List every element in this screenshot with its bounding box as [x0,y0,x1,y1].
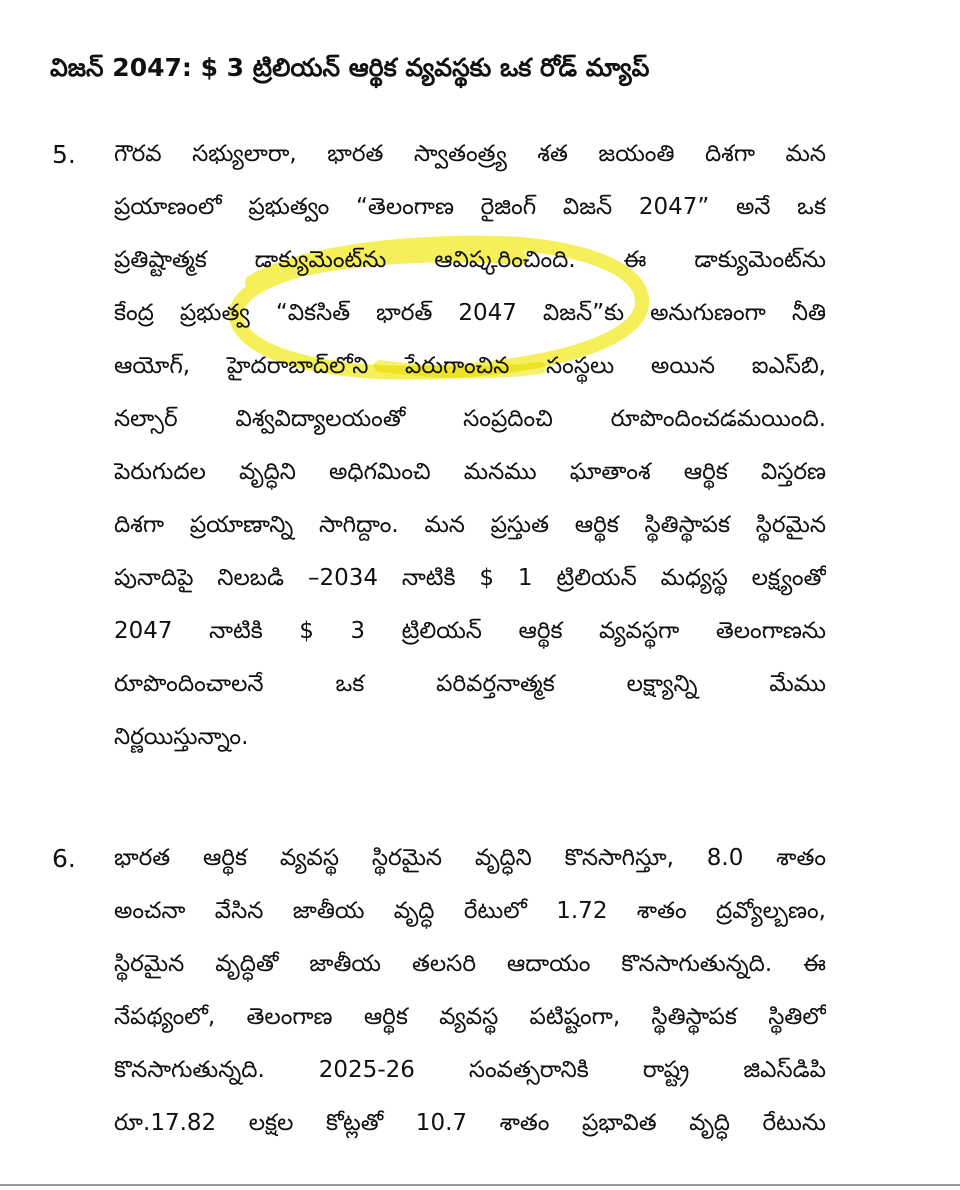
paragraph-line: దిశగా ప్రయాణాన్ని సాగిద్దాం. మన ప్రస్తుత ఆర్థిక స్థితిస్థాపక స్థిరమైన [114,512,826,538]
paragraph-line: అంచనా వేసిన జాతీయ వృద్ధి రేటులో 1.72 శాతం ద్రవ్యోల్బణం, [114,898,826,924]
paragraph-body [114,128,826,764]
paragraph-line: రూపొందించాలనే ఒక పరివర్తనాత్మక లక్ష్యాన్ని మేము [114,671,826,697]
paragraph-body [114,832,826,1150]
paragraph-line: నేపథ్యంలో, తెలంగాణ ఆర్థిక వ్యవస్థ పటిష్టంగా, స్థితిస్థాపక స్థితిలో [114,1004,826,1030]
paragraph-line: పునాదిపై నిలబడి –2034 నాటికి $ 1 ట్రిలియన్ మధ్యస్థ లక్ష్యంతో [114,565,826,591]
paragraph-line: ఆయోగ్, హైదరాబాద్‌లోని పేరుగాంచిన సంస్థలు అయిన ఐఎస్‌బి, [114,353,826,379]
paragraph-line: 2047 నాటికి $ 3 ట్రిలియన్ ఆర్థిక వ్యవస్థగా తెలంగాణను [114,618,826,644]
paragraph-line: నల్సార్ విశ్వవిద్యాలయంతో సంప్రదించి రూపొందించడమయింది. [114,406,826,432]
paragraph-line: స్థిరమైన వృద్ధితో జాతీయ తలసరి ఆదాయం కొనసాగుతున్నది. ఈ [114,951,826,977]
paragraph-number: 5. [52,140,76,169]
page-bottom-divider [0,1184,960,1186]
paragraph-line: గౌరవ సభ్యులారా, భారత స్వాతంత్ర్య శత జయంతి దిశగా మన [114,141,826,167]
paragraph-line: పెరుగుదల వృద్ధిని అధిగమించి మనము ఘాతాంశ ఆర్థిక విస్తరణ [114,459,826,485]
paragraph-number: 6. [52,844,76,873]
paragraph-line: ప్రయాణంలో ప్రభుత్వం “తెలంగాణ రైజింగ్ విజన్ 2047” అనే ఒక [114,194,826,220]
paragraph-line: ప్రతిష్టాత్మక డాక్యుమెంట్‌ను ఆవిష్కరించింది. ఈ డాక్యుమెంట్‌ను [114,247,826,273]
paragraph-line: నిర్ణయిస్తున్నాం. [114,724,249,750]
paragraph-line: భారత ఆర్థిక వ్యవస్థ స్థిరమైన వృద్ధిని కొనసాగిస్తూ, 8.0 శాతం [114,845,826,871]
paragraph-line: రూ.17.82 లక్షల కోట్లతో 10.7 శాతం ప్రభావిత వృద్ధి రేటును [114,1110,826,1136]
paragraph-line: కొనసాగుతున్నది. 2025-26 సంవత్సరానికి రాష్ట్ర జిఎస్‌డిపి [114,1057,826,1083]
section-heading: విజన్ 2047: $ 3 ట్రిలియన్ ఆర్థిక వ్యవస్థకు ఒక రోడ్ మ్యాప్ [50,53,650,82]
paragraph-line: కేంద్ర ప్రభుత్వ “వికసిత్ భారత్ 2047 విజన్”కు అనుగుణంగా నీతి [114,300,826,326]
